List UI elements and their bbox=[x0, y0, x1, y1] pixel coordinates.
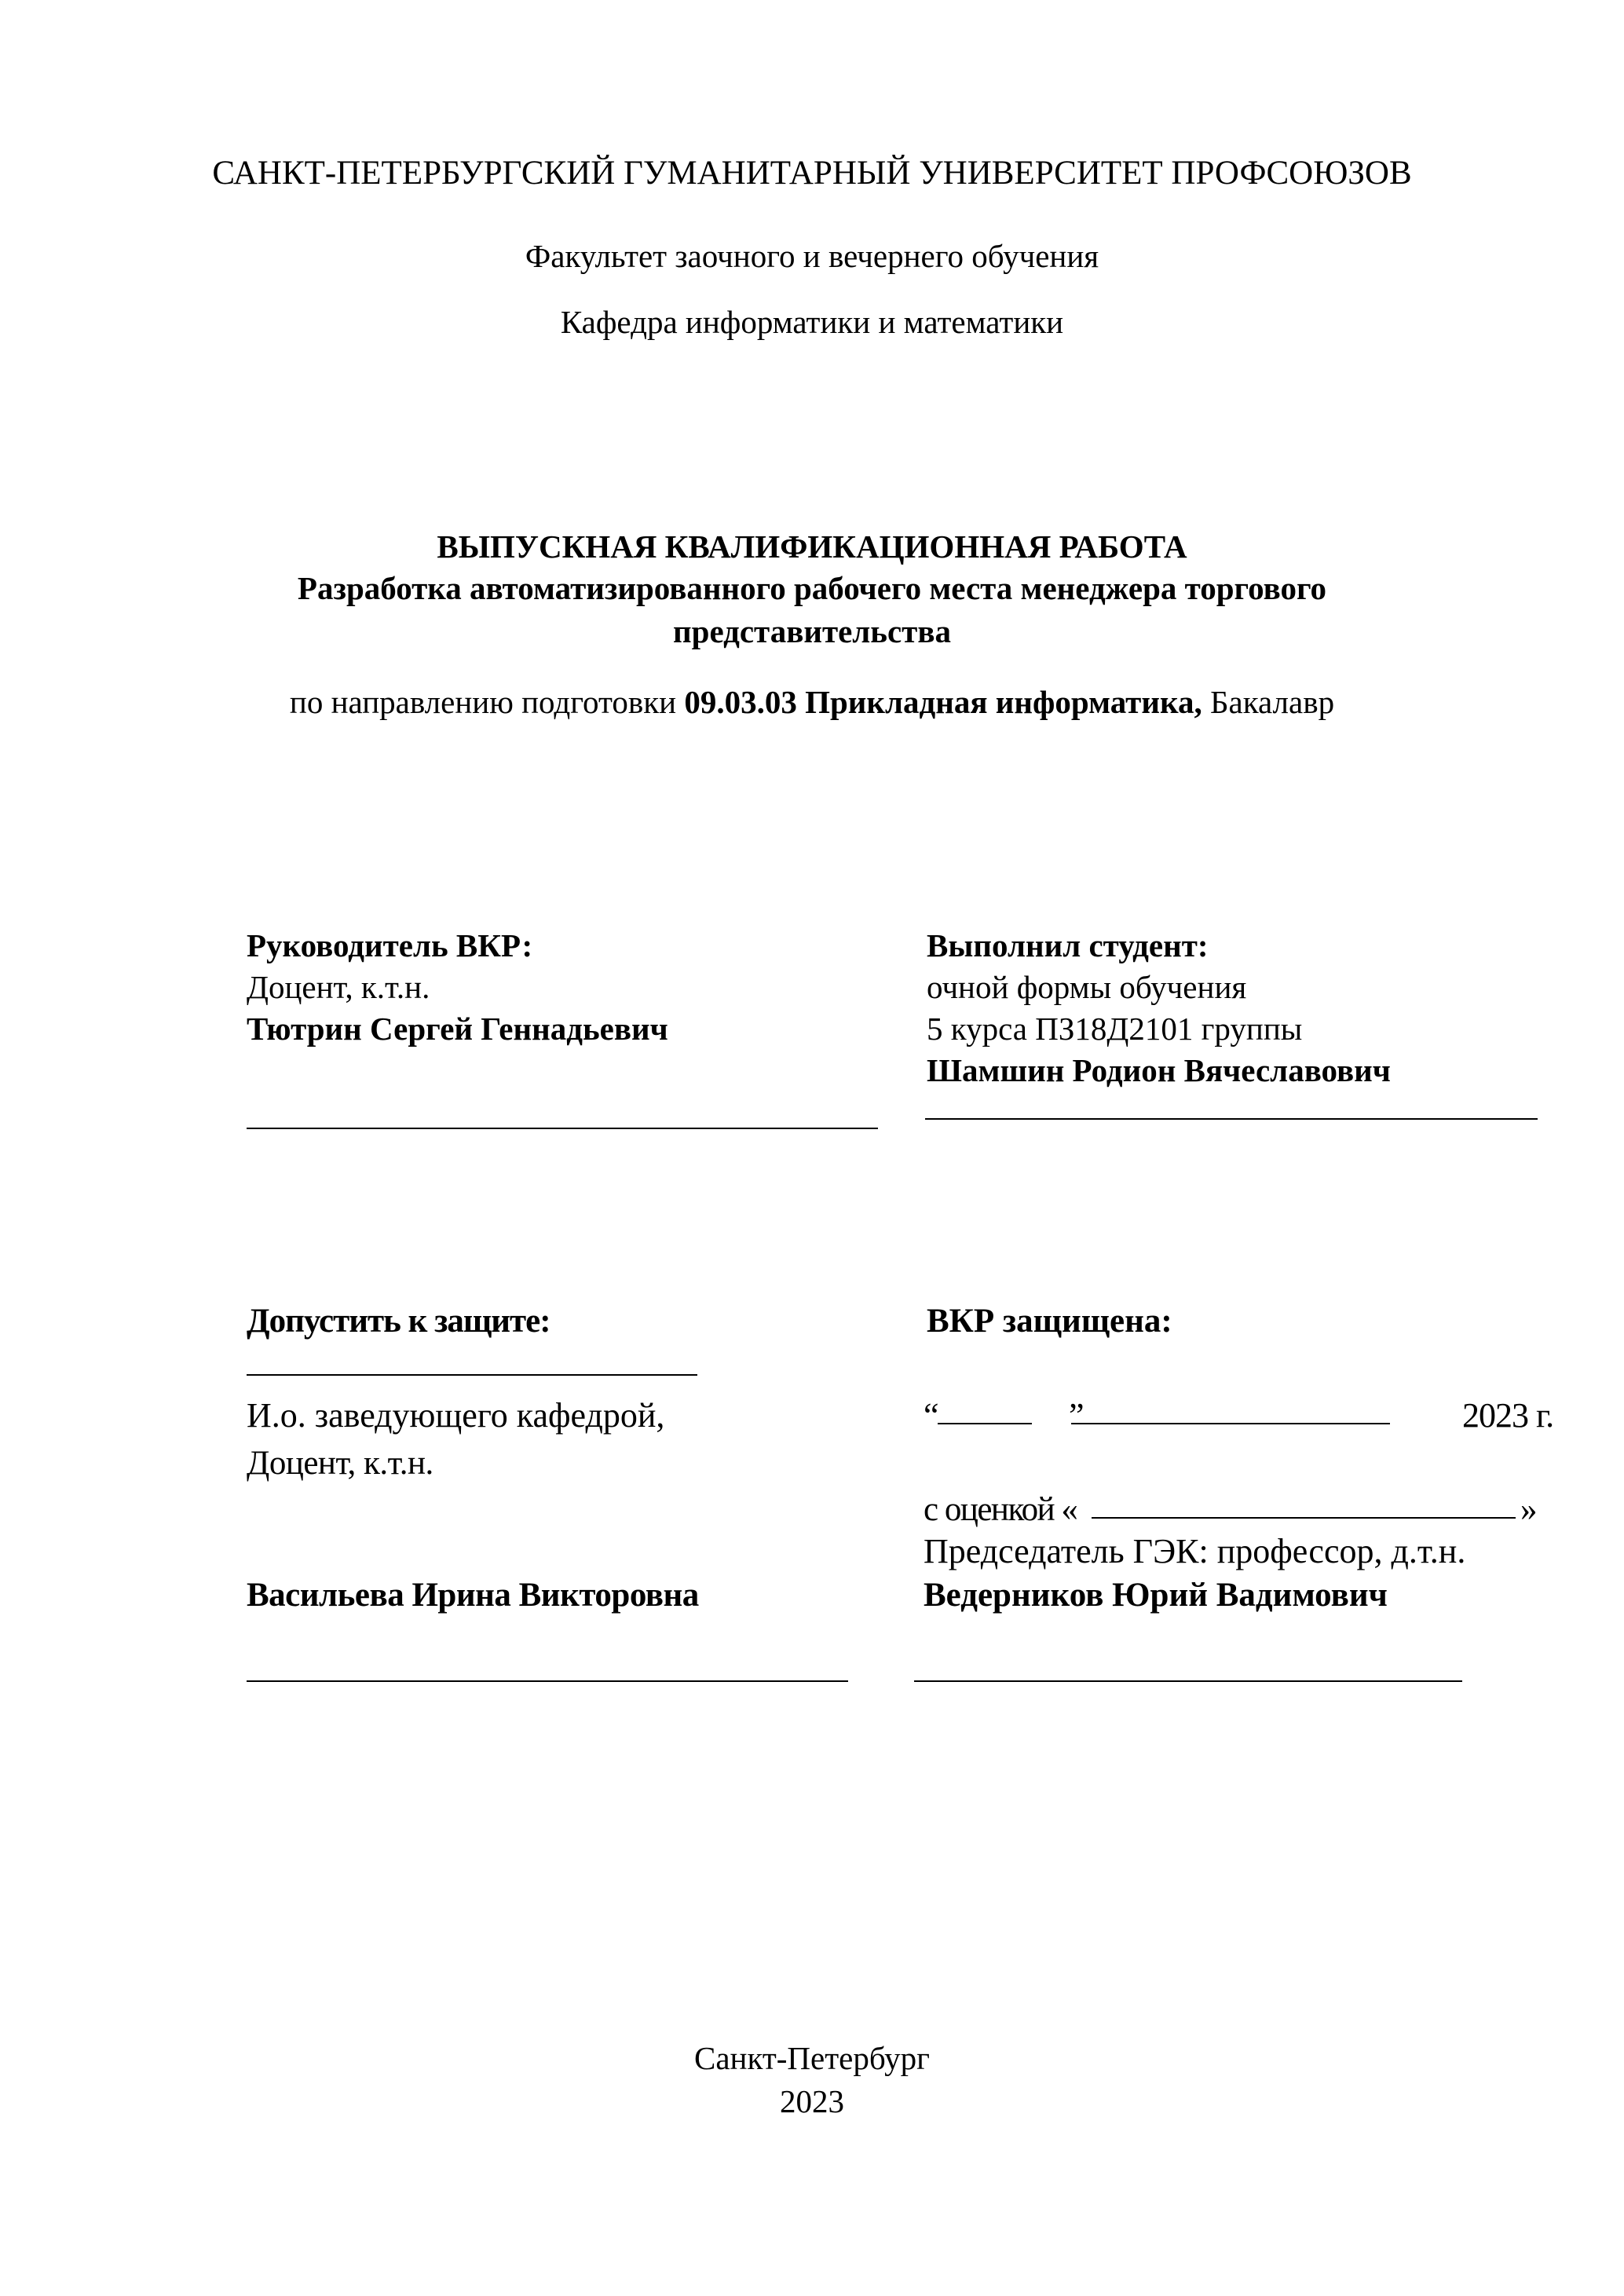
student-block bbox=[927, 925, 1391, 1091]
defense-year: 2023 г. bbox=[1462, 1396, 1554, 1435]
department-name: Кафедра информатики и математики bbox=[560, 304, 1064, 340]
grade-prefix: с оценкой « bbox=[924, 1491, 1077, 1528]
direction-code-name: 09.03.03 Прикладная информатика, bbox=[684, 684, 1202, 720]
defense-label: ВКР защищена: bbox=[927, 1303, 1172, 1340]
city: Санкт-Петербург bbox=[694, 2040, 930, 2076]
supervisor-signature-line bbox=[247, 1128, 878, 1129]
gek-chair-title: Председатель ГЭК: профессор, д.т.н. bbox=[924, 1532, 1466, 1570]
supervisor-name: Тютрин Сергей Геннадьевич bbox=[247, 1011, 668, 1047]
day-blank-line bbox=[938, 1423, 1032, 1424]
direction-line bbox=[0, 683, 1624, 721]
grade-blank-line bbox=[1092, 1517, 1516, 1519]
student-study-form: очной формы обучения bbox=[927, 969, 1247, 1005]
degree: Бакалавр bbox=[1209, 684, 1335, 720]
grade-suffix: » bbox=[1520, 1491, 1536, 1528]
head-role: И.о. заведующего кафедрой, bbox=[247, 1396, 665, 1435]
faculty-name: Факультет заочного и вечернего обучения bbox=[525, 238, 1099, 274]
supervisor-position: Доцент, к.т.н. bbox=[247, 969, 430, 1005]
month-blank-line bbox=[1071, 1423, 1390, 1424]
year: 2023 bbox=[780, 2083, 844, 2119]
admission-signature-line bbox=[247, 1374, 697, 1376]
supervisor-label: Руководитель ВКР: bbox=[247, 927, 533, 963]
head-signature-line bbox=[247, 1680, 848, 1682]
gek-signature-line bbox=[914, 1680, 1462, 1682]
direction-prefix: по направлению подготовки bbox=[289, 684, 677, 720]
work-type-heading: ВЫПУСКНАЯ КВАЛИФИКАЦИОННАЯ РАБОТА bbox=[437, 528, 1187, 565]
topic-line-2: представительства bbox=[673, 613, 951, 649]
head-position: Доцент, к.т.н. bbox=[247, 1445, 433, 1482]
head-name: Васильева Ирина Викторовна bbox=[247, 1577, 699, 1614]
date-quote-open: “ bbox=[924, 1396, 939, 1435]
gek-chair-name: Ведерников Юрий Вадимович bbox=[924, 1577, 1388, 1614]
university-name: САНКТ-ПЕТЕРБУРГСКИЙ ГУМАНИТАРНЫЙ УНИВЕРСИТЕТ ПРОФСОЮЗОВ bbox=[212, 155, 1412, 192]
student-course-group: 5 курса ПЗ18Д2101 группы bbox=[927, 1011, 1303, 1047]
student-signature-line bbox=[925, 1118, 1538, 1120]
student-name: Шамшин Родион Вячеславович bbox=[927, 1052, 1391, 1088]
admission-label: Допустить к защите: bbox=[247, 1303, 550, 1340]
student-label: Выполнил студент: bbox=[927, 927, 1209, 963]
topic-line-1: Разработка автоматизированного рабочего места менеджера торгового bbox=[297, 570, 1327, 606]
supervisor-block bbox=[247, 925, 668, 1050]
date-quote-close: ” bbox=[1069, 1396, 1084, 1435]
